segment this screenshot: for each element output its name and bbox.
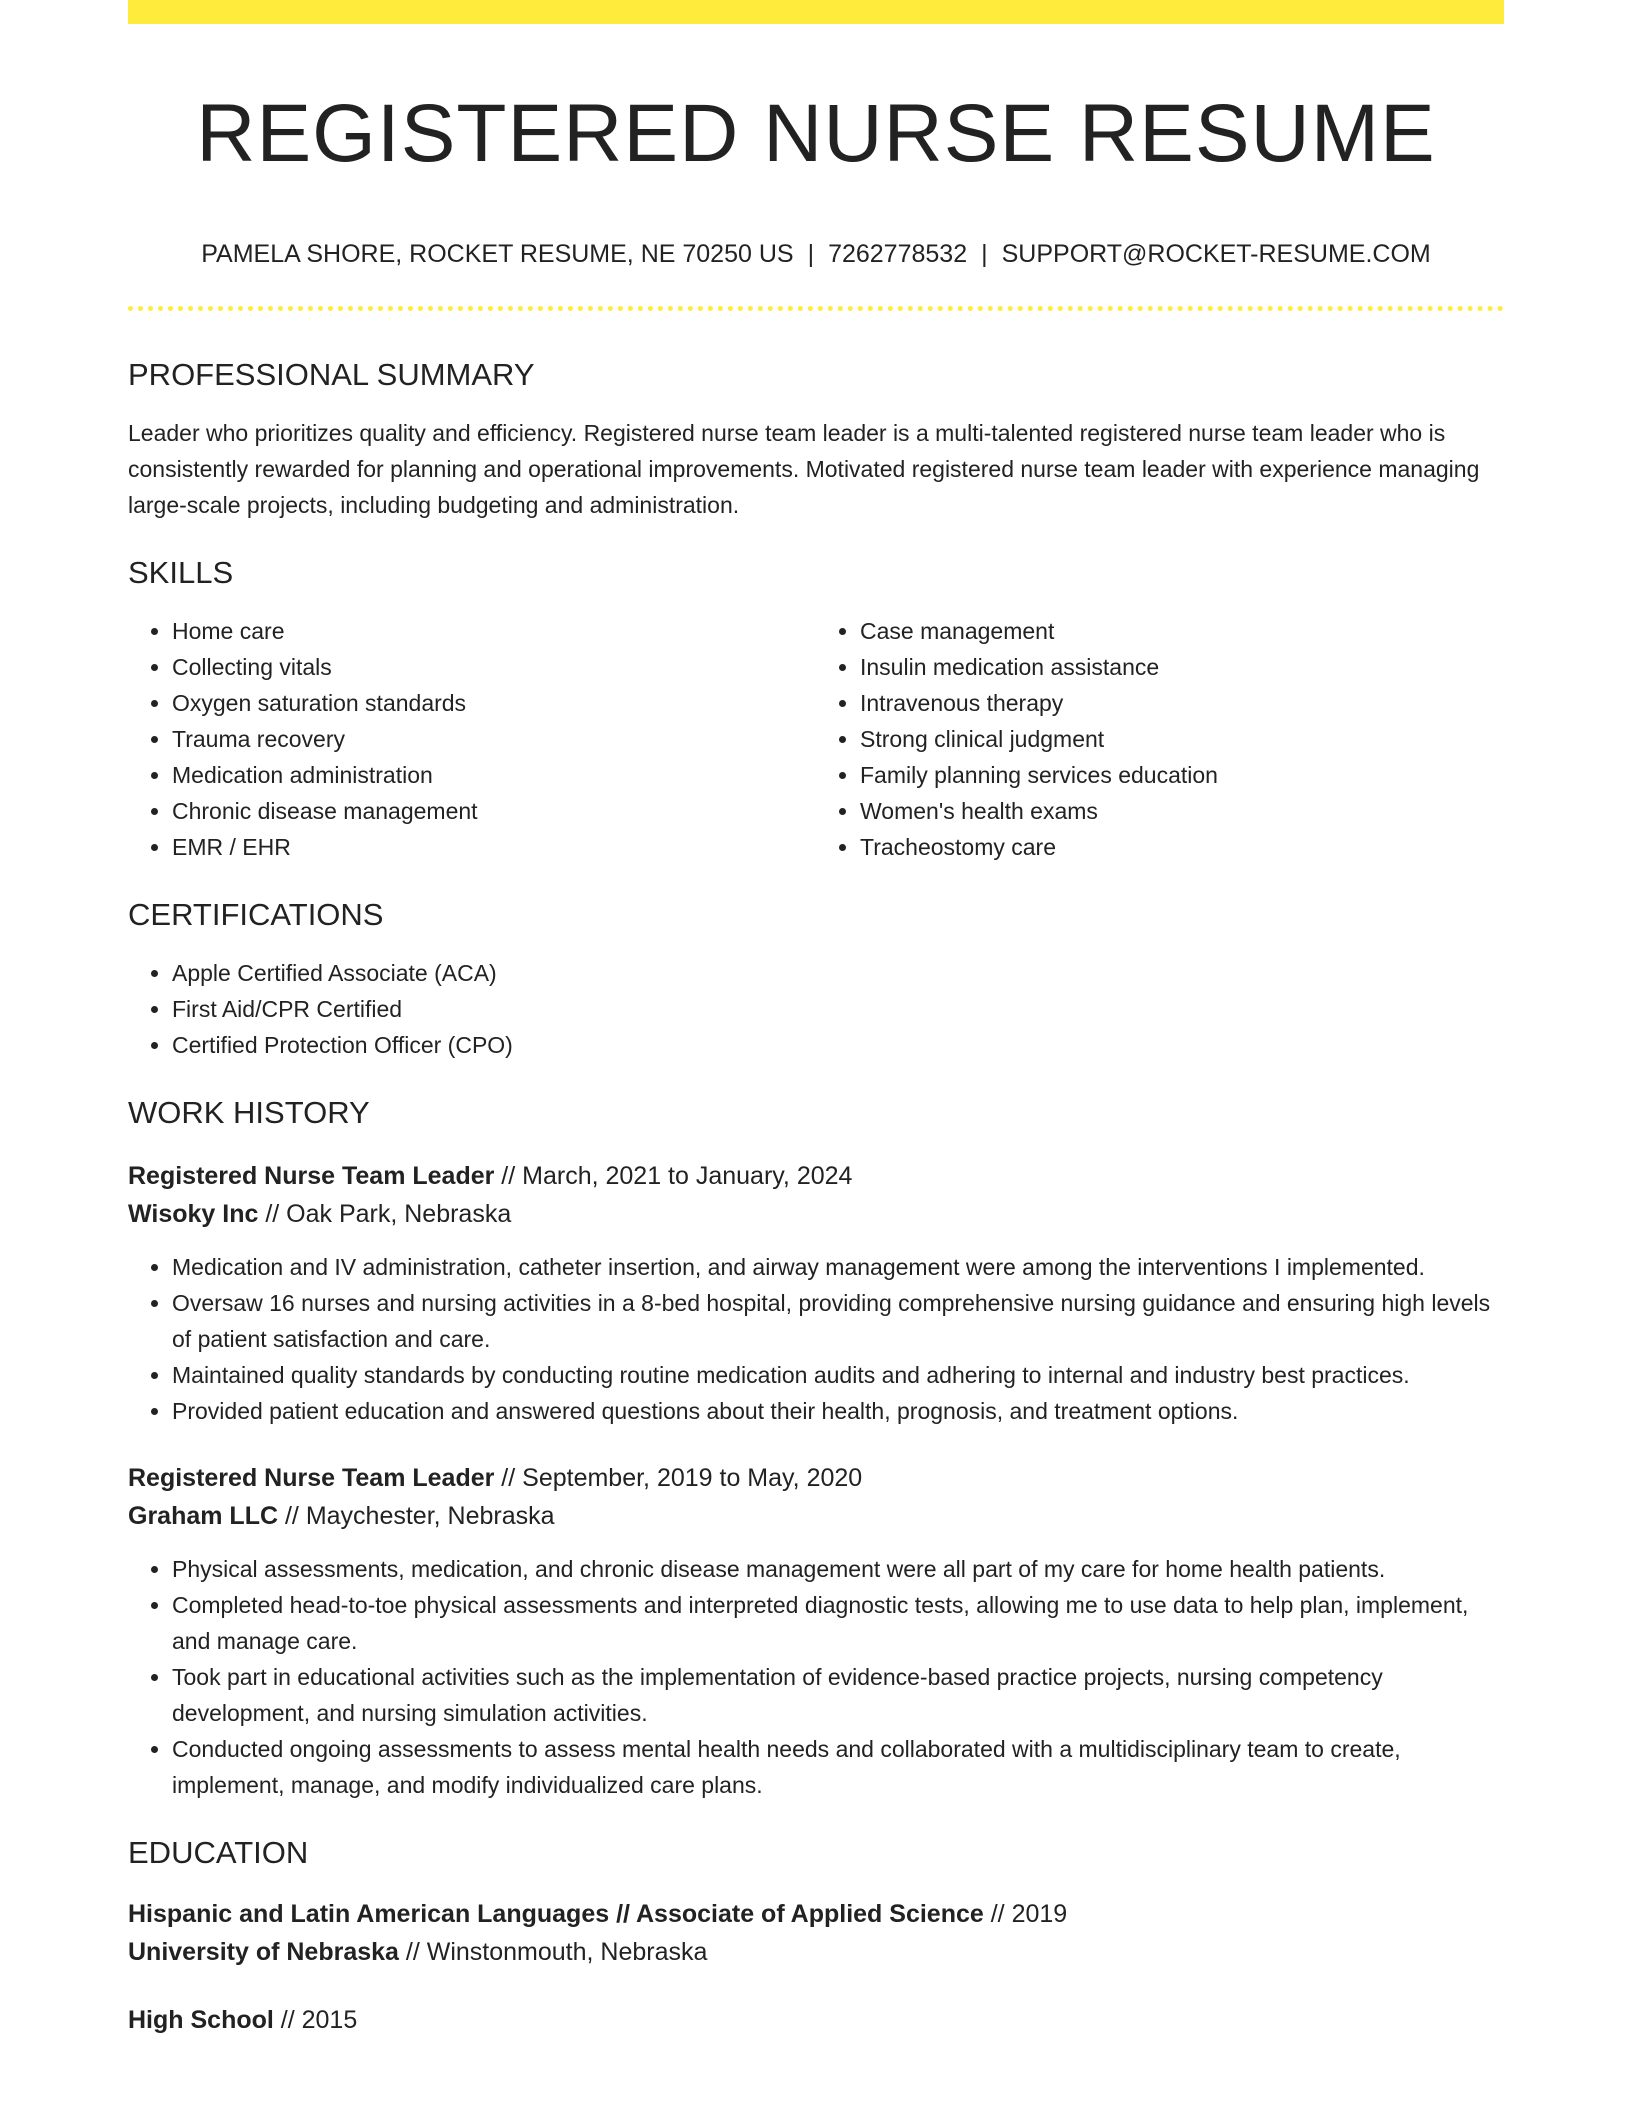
summary-text: Leader who prioritizes quality and efficiency. Registered nurse team leader is a multi-talented registered nurse team leader who is consistently rewarded for planning and operational improvements. Motivated registered nurse team leader with experience managing large-scale projects, including budgeting and administration. — [128, 420, 1480, 518]
skill-item: • Strong clinical judgment — [860, 721, 1504, 757]
job-bullet: • Maintained quality standards by conducting routine medication audits and adhering to internal and industry best practices. — [172, 1357, 1504, 1393]
certification-item: • Certified Protection Officer (CPO) — [172, 1027, 1504, 1063]
skills-list-left — [128, 613, 816, 865]
education-year: // 2015 — [273, 2006, 358, 2034]
skill-item: • Home care — [172, 613, 816, 649]
job-title-line — [128, 1157, 1504, 1195]
dotted-divider — [128, 306, 1504, 311]
resume-page — [128, 0, 1504, 2039]
skill-item: • Tracheostomy care — [860, 829, 1504, 865]
education-school-line — [128, 1933, 1504, 1971]
job-bullet: • Medication and IV administration, catheter insertion, and airway management were among the interventions I implemented. — [172, 1249, 1504, 1285]
job-company: Wisoky Inc — [128, 1200, 259, 1228]
skills-heading: SKILLS — [128, 555, 234, 590]
skills-list-right — [816, 613, 1504, 865]
job-company: Graham LLC — [128, 1502, 279, 1530]
skill-item: • Family planning services education — [860, 757, 1504, 793]
education-year: // 2019 — [983, 1900, 1068, 1928]
certifications-heading: CERTIFICATIONS — [128, 897, 384, 932]
education-degree: Hispanic and Latin American Languages // Associate of Applied Science — [128, 1900, 984, 1928]
education-school: University of Nebraska — [128, 1938, 399, 1966]
job-bullet: • Completed head-to-toe physical assessments and interpreted diagnostic tests, allowing me to use data to help plan, implement, and manage care. — [172, 1587, 1504, 1659]
education-heading: EDUCATION — [128, 1835, 309, 1870]
skill-item: • Collecting vitals — [172, 649, 816, 685]
top-accent-bar — [128, 0, 1504, 24]
skill-item: • Insulin medication assistance — [860, 649, 1504, 685]
contact-separator: | — [981, 240, 988, 268]
job-location: // Oak Park, Nebraska — [258, 1200, 512, 1228]
contact-line — [128, 238, 1504, 270]
certification-item: • First Aid/CPR Certified — [172, 991, 1504, 1027]
job-bullet: • Oversaw 16 nurses and nursing activities in a 8-bed hospital, providing comprehensive nursing guidance and ensuring high levels of patient satisfaction and care. — [172, 1285, 1504, 1357]
skill-item: • Women's health exams — [860, 793, 1504, 829]
job-location: // Maychester, Nebraska — [278, 1502, 555, 1530]
education-location: // Winstonmouth, Nebraska — [398, 1938, 708, 1966]
certifications-list — [128, 955, 1504, 1063]
job-bullets — [128, 1551, 1504, 1803]
contact-separator: | — [807, 240, 815, 268]
skill-item: • Case management — [860, 613, 1504, 649]
job-bullet: • Took part in educational activities such as the implementation of evidence-based practice projects, nursing competency development, and nursing simulation activities. — [172, 1659, 1504, 1731]
skill-item: • EMR / EHR — [172, 829, 816, 865]
skill-item: • Oxygen saturation standards — [172, 685, 816, 721]
job-title: Registered Nurse Team Leader — [128, 1464, 495, 1492]
contact-email[interactable]: SUPPORT@ROCKET-RESUME.COM — [1001, 240, 1431, 268]
job-company-line — [128, 1497, 1504, 1535]
job-bullets — [128, 1249, 1504, 1429]
job-dates: // September, 2019 to May, 2020 — [494, 1464, 863, 1492]
resume-title: REGISTERED NURSE RESUME — [196, 88, 1436, 179]
job-company-line — [128, 1195, 1504, 1233]
job-bullet: • Physical assessments, medication, and chronic disease management were all part of my care for home health patients. — [172, 1551, 1504, 1587]
skills-columns — [128, 613, 1504, 865]
skill-item: • Medication administration — [172, 757, 816, 793]
contact-phone: 7262778532 — [828, 240, 968, 268]
job-title-line — [128, 1459, 1504, 1497]
skill-item: • Chronic disease management — [172, 793, 816, 829]
job-bullet: • Conducted ongoing assessments to assess mental health needs and collaborated with a multidisciplinary team to create, implement, manage, and modify individualized care plans. — [172, 1731, 1504, 1803]
skill-item: • Trauma recovery — [172, 721, 816, 757]
work-history-heading: WORK HISTORY — [128, 1095, 370, 1130]
certification-item: • Apple Certified Associate (ACA) — [172, 955, 1504, 991]
education-degree-line — [128, 1895, 1504, 1933]
summary-heading: PROFESSIONAL SUMMARY — [128, 357, 535, 392]
job-title: Registered Nurse Team Leader — [128, 1162, 495, 1190]
contact-address: PAMELA SHORE, ROCKET RESUME, NE 70250 US — [201, 240, 794, 268]
skill-item: • Intravenous therapy — [860, 685, 1504, 721]
job-dates: // March, 2021 to January, 2024 — [494, 1162, 853, 1190]
education-degree-line — [128, 2001, 1504, 2039]
job-bullet: • Provided patient education and answered questions about their health, prognosis, and treatment options. — [172, 1393, 1504, 1429]
education-degree: High School — [128, 2006, 274, 2034]
